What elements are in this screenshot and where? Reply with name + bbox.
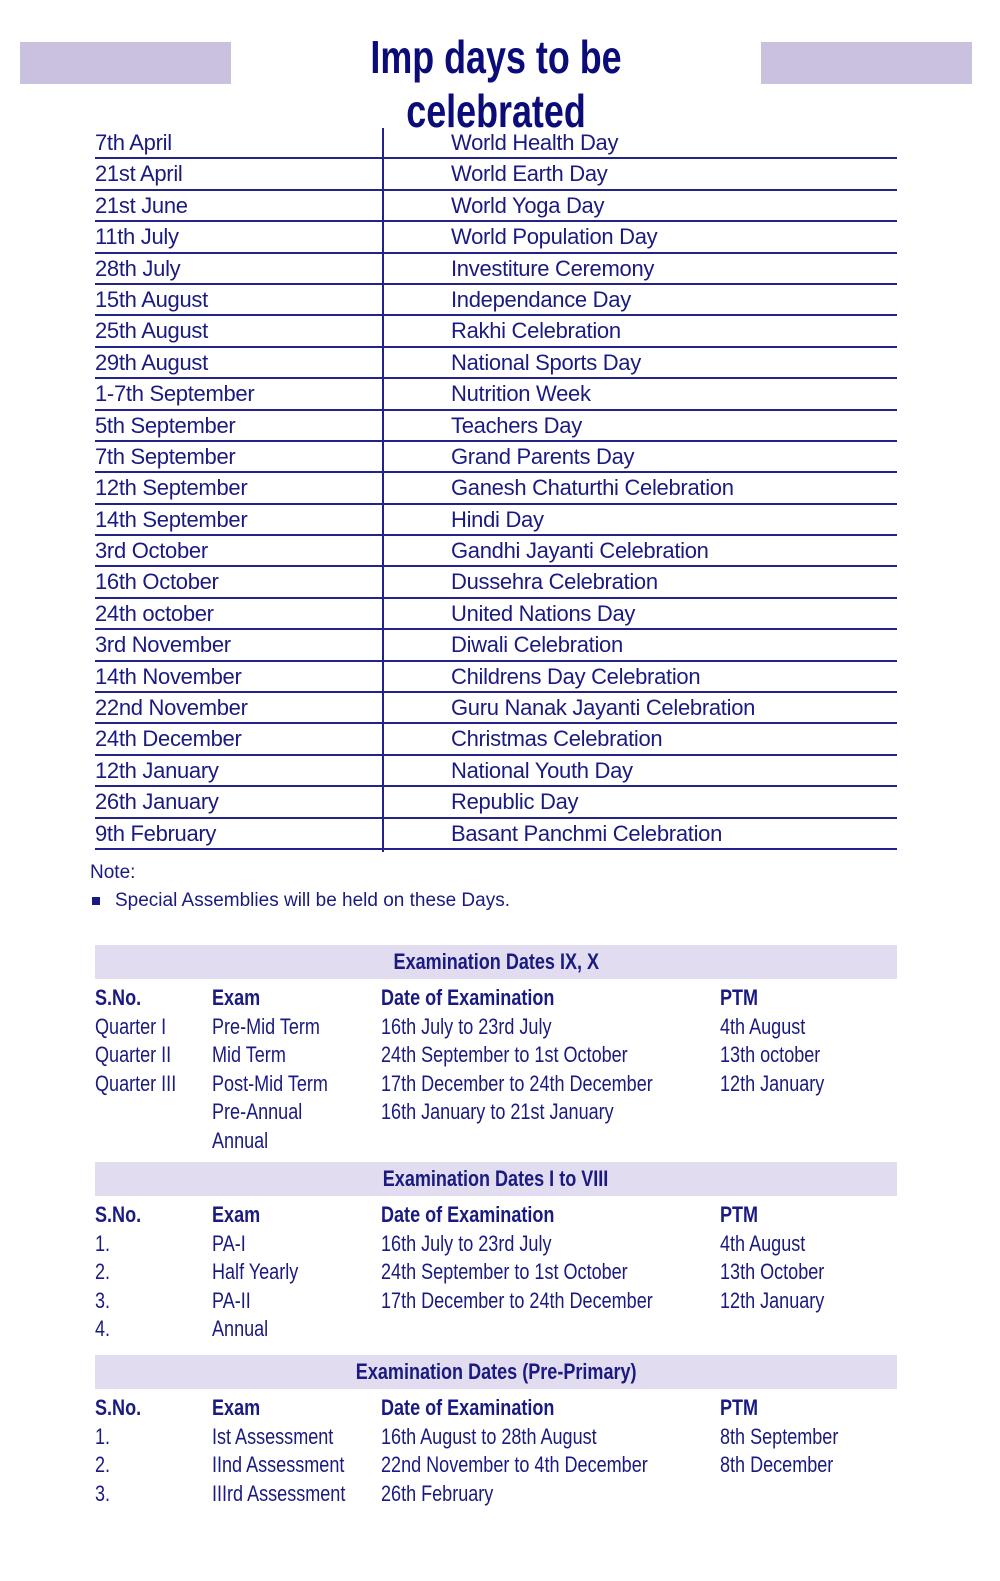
cell-date: 16th July to 23rd July bbox=[381, 1230, 552, 1256]
day-row bbox=[95, 630, 897, 661]
day-event: Childrens Day Celebration bbox=[451, 663, 701, 689]
exam-header-row bbox=[95, 985, 897, 1014]
column-header-sno: S.No. bbox=[95, 1395, 142, 1420]
day-row bbox=[95, 159, 897, 190]
cell-ptm: 4th August bbox=[720, 1013, 806, 1039]
column-header-sno: S.No. bbox=[95, 1202, 142, 1227]
day-date: 25th August bbox=[95, 318, 208, 344]
day-row bbox=[95, 724, 897, 755]
day-event: World Health Day bbox=[451, 130, 619, 155]
exam-row bbox=[95, 1042, 897, 1071]
day-row bbox=[95, 505, 897, 536]
page-title: Imp days to be celebrated bbox=[370, 31, 622, 137]
exam-row bbox=[95, 1452, 897, 1481]
exam-row bbox=[95, 1014, 897, 1043]
day-event: Republic Day bbox=[451, 789, 579, 815]
day-event: Independance Day bbox=[451, 286, 631, 312]
cell-sno: 2. bbox=[95, 1452, 111, 1477]
day-event: Hindi Day bbox=[451, 506, 544, 532]
day-event: Ganesh Chaturthi Celebration bbox=[451, 475, 734, 501]
day-event: Gandhi Jayanti Celebration bbox=[451, 538, 709, 564]
exam-section-title bbox=[95, 945, 897, 979]
day-date: 12th September bbox=[95, 475, 248, 501]
day-date: 16th October bbox=[95, 569, 219, 595]
cell-ptm: 4th August bbox=[720, 1230, 806, 1256]
day-row bbox=[95, 442, 897, 473]
day-date: 24th December bbox=[95, 726, 242, 752]
day-event: National Sports Day bbox=[451, 349, 641, 375]
cell-ptm: 8th December bbox=[720, 1452, 834, 1477]
note-label: Note: bbox=[90, 862, 136, 883]
exam-header-row bbox=[95, 1202, 897, 1231]
cell-exam: Half Yearly bbox=[212, 1259, 299, 1284]
column-header-ptm: PTM bbox=[720, 1395, 759, 1420]
day-row bbox=[95, 316, 897, 347]
day-row bbox=[95, 411, 897, 442]
cell-date: 24th September to 1st October bbox=[381, 1259, 628, 1284]
day-event: Investiture Ceremony bbox=[451, 255, 655, 281]
day-event: Diwali Celebration bbox=[451, 632, 623, 658]
exam-section-title-text: Examination Dates (Pre-Primary) bbox=[355, 1359, 637, 1384]
day-date: 26th January bbox=[95, 789, 219, 815]
title-band-left bbox=[20, 42, 231, 84]
exam-section-title bbox=[95, 1355, 897, 1389]
day-event: Teachers Day bbox=[451, 412, 582, 438]
cell-exam: Ist Assessment bbox=[212, 1423, 334, 1449]
day-row bbox=[95, 379, 897, 410]
cell-date: 16th August to 28th August bbox=[381, 1423, 597, 1449]
cell-date: 17th December to 24th December bbox=[381, 1070, 653, 1096]
column-header-date: Date of Examination bbox=[381, 1202, 555, 1227]
cell-exam: IIIrd Assessment bbox=[212, 1480, 346, 1506]
cell-date: 17th December to 24th December bbox=[381, 1287, 653, 1313]
cell-sno: Quarter III bbox=[95, 1070, 177, 1096]
cell-date: 16th July to 23rd July bbox=[381, 1013, 552, 1039]
day-row bbox=[95, 567, 897, 598]
day-event: Basant Panchmi Celebration bbox=[451, 820, 723, 846]
exam-row bbox=[95, 1288, 897, 1317]
column-header-exam: Exam bbox=[212, 1395, 261, 1420]
day-row bbox=[95, 222, 897, 253]
exam-row bbox=[95, 1071, 897, 1100]
day-date: 24th october bbox=[95, 600, 214, 626]
cell-exam: Post-Mid Term bbox=[212, 1070, 328, 1096]
day-event: Christmas Celebration bbox=[451, 726, 663, 752]
cell-date: 26th February bbox=[381, 1480, 494, 1506]
exam-section-title-text: Examination Dates I to VIII bbox=[383, 1166, 609, 1191]
cell-exam: Annual bbox=[212, 1127, 269, 1153]
day-date: 5th September bbox=[95, 412, 236, 438]
exam-row bbox=[95, 1231, 897, 1260]
exam-table bbox=[95, 1395, 897, 1509]
day-date: 29th August bbox=[95, 349, 208, 375]
cell-sno: 3. bbox=[95, 1287, 111, 1313]
day-date: 1-7th September bbox=[95, 381, 255, 407]
day-event: United Nations Day bbox=[451, 600, 636, 626]
exam-row bbox=[95, 1128, 897, 1157]
day-row bbox=[95, 348, 897, 379]
day-date: 11th July bbox=[95, 224, 179, 250]
cell-sno: 1. bbox=[95, 1423, 111, 1449]
cell-ptm: 8th September bbox=[720, 1423, 839, 1449]
cell-sno: 2. bbox=[95, 1259, 111, 1284]
cell-exam: IInd Assessment bbox=[212, 1452, 345, 1477]
cell-ptm: 12th January bbox=[720, 1070, 825, 1096]
cell-sno: 4. bbox=[95, 1316, 111, 1341]
bullet-icon bbox=[92, 897, 100, 905]
cell-sno: 3. bbox=[95, 1480, 111, 1506]
cell-date: 24th September to 1st October bbox=[381, 1042, 628, 1067]
cell-ptm: 13th October bbox=[720, 1259, 825, 1284]
day-row bbox=[95, 599, 897, 630]
day-date: 3rd October bbox=[95, 538, 208, 564]
day-date: 7th April bbox=[95, 130, 172, 155]
day-date: 7th September bbox=[95, 443, 236, 469]
day-row bbox=[95, 285, 897, 316]
day-date: 9th February bbox=[95, 820, 217, 846]
day-date: 21st April bbox=[95, 161, 183, 187]
cell-exam: PA-I bbox=[212, 1230, 246, 1256]
day-event: National Youth Day bbox=[451, 757, 633, 783]
cell-sno: 1. bbox=[95, 1230, 111, 1256]
note-text: Special Assemblies will be held on these Days. bbox=[115, 890, 510, 911]
day-row bbox=[95, 693, 897, 724]
day-event: Dussehra Celebration bbox=[451, 569, 658, 595]
cell-sno: Quarter II bbox=[95, 1042, 172, 1067]
title-band-right bbox=[761, 42, 972, 84]
day-date: 3rd November bbox=[95, 632, 231, 658]
column-header-date: Date of Examination bbox=[381, 985, 555, 1010]
day-date: 12th January bbox=[95, 757, 219, 783]
day-row bbox=[95, 473, 897, 504]
day-row bbox=[95, 787, 897, 818]
exam-section-title bbox=[95, 1162, 897, 1196]
cell-date: 16th January to 21st January bbox=[381, 1099, 614, 1124]
cell-exam: Pre-Annual bbox=[212, 1099, 303, 1124]
day-event: World Yoga Day bbox=[451, 192, 605, 218]
cell-ptm: 12th January bbox=[720, 1287, 825, 1313]
column-header-date: Date of Examination bbox=[381, 1395, 555, 1420]
day-date: 14th September bbox=[95, 506, 248, 532]
exam-row bbox=[95, 1099, 897, 1128]
exam-row bbox=[95, 1259, 897, 1288]
day-row bbox=[95, 128, 897, 159]
exam-row bbox=[95, 1316, 897, 1345]
day-row bbox=[95, 819, 897, 850]
day-date: 22nd November bbox=[95, 695, 248, 721]
exam-section-title-text: Examination Dates IX, X bbox=[393, 949, 599, 974]
day-row bbox=[95, 756, 897, 787]
day-date: 21st June bbox=[95, 192, 188, 218]
day-row bbox=[95, 191, 897, 222]
cell-exam: Annual bbox=[212, 1316, 269, 1341]
exam-table bbox=[95, 985, 897, 1156]
day-date: 28th July bbox=[95, 255, 181, 281]
cell-ptm: 13th october bbox=[720, 1042, 821, 1067]
cell-exam: Pre-Mid Term bbox=[212, 1013, 320, 1039]
day-row bbox=[95, 662, 897, 693]
exam-header-row bbox=[95, 1395, 897, 1424]
exam-row bbox=[95, 1424, 897, 1453]
exam-section-pre-primary bbox=[95, 1355, 897, 1509]
exam-row bbox=[95, 1481, 897, 1510]
day-event: World Population Day bbox=[451, 224, 658, 250]
column-header-sno: S.No. bbox=[95, 985, 142, 1010]
column-header-exam: Exam bbox=[212, 1202, 261, 1227]
cell-date: 22nd November to 4th December bbox=[381, 1452, 648, 1477]
day-event: Nutrition Week bbox=[451, 381, 591, 407]
column-header-ptm: PTM bbox=[720, 1202, 759, 1227]
column-header-exam: Exam bbox=[212, 985, 261, 1010]
note-item bbox=[90, 890, 510, 912]
exam-section-i-viii bbox=[95, 1162, 897, 1345]
day-event: Rakhi Celebration bbox=[451, 318, 621, 344]
cell-exam: PA-II bbox=[212, 1287, 251, 1313]
column-header-ptm: PTM bbox=[720, 985, 759, 1010]
important-days-table bbox=[95, 128, 897, 850]
day-date: 15th August bbox=[95, 286, 208, 312]
day-date: 14th November bbox=[95, 663, 242, 689]
exam-table bbox=[95, 1202, 897, 1345]
day-row bbox=[95, 254, 897, 285]
cell-sno: Quarter I bbox=[95, 1013, 167, 1039]
day-event: Grand Parents Day bbox=[451, 443, 635, 469]
day-event: Guru Nanak Jayanti Celebration bbox=[451, 695, 756, 721]
day-event: World Earth Day bbox=[451, 161, 608, 187]
exam-section-ix-x bbox=[95, 945, 897, 1156]
cell-exam: Mid Term bbox=[212, 1042, 286, 1067]
day-row bbox=[95, 536, 897, 567]
